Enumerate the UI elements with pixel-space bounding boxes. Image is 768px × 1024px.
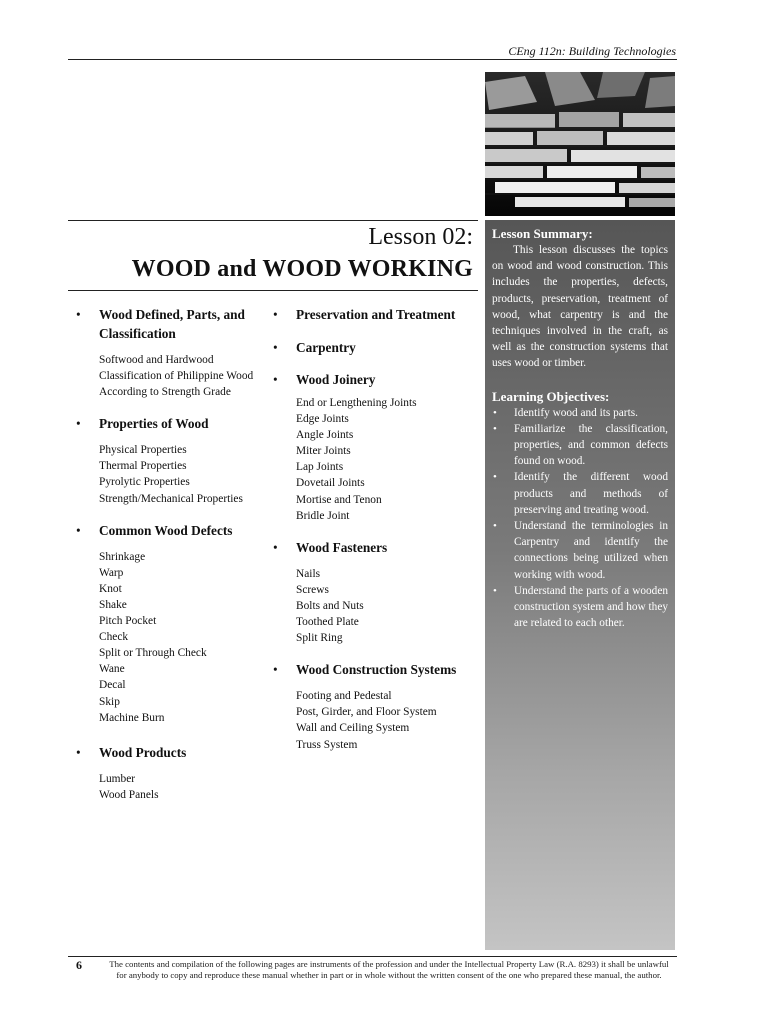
bullet-icon: •	[76, 744, 81, 760]
subtopic-item: Split Ring	[296, 632, 343, 645]
subtopic-item: Lumber	[99, 772, 136, 785]
subtopic-item: Skip	[99, 695, 120, 708]
bullet-icon: •	[76, 416, 81, 432]
subtopic-list	[76, 549, 266, 726]
topic-heading: • Wood Fasteners	[273, 539, 388, 555]
subtopic-item: Mortise and Tenon	[296, 493, 382, 506]
subtopic-item: Thermal Properties	[99, 460, 187, 473]
lesson-title: WOOD and WOOD WORKING	[131, 256, 473, 282]
subtopic-item: Post, Girder, and Floor System	[296, 706, 437, 719]
objective-item: • Understand the terminologies in Carpentry and identify the connections being utilized when working with wood.	[492, 518, 668, 583]
subtopic-list	[76, 442, 266, 506]
subtopic-item: Pitch Pocket	[99, 615, 157, 628]
subtopic-list	[273, 566, 463, 646]
bullet-icon: •	[273, 340, 278, 355]
subtopic-item: According to Strength Grade	[99, 386, 231, 399]
page-number: 6	[76, 958, 82, 972]
subtopic-item: Edge Joints	[296, 413, 349, 426]
subtopic-item: Truss System	[296, 738, 358, 751]
topic-heading: • Preservation and Treatment	[273, 307, 456, 322]
objectives-heading: Learning Objectives:	[492, 388, 610, 404]
topic-heading: • Wood Joinery	[273, 372, 376, 387]
title-rule-top	[68, 220, 478, 221]
subtopic-item: Check	[99, 631, 129, 644]
subtopic-item: Shake	[99, 598, 127, 611]
bullet-icon: •	[76, 307, 81, 322]
topic-heading: • Wood Construction Systems	[273, 662, 457, 678]
subtopic-item: Pyrolytic Properties	[99, 476, 190, 489]
title-rule-bottom	[68, 290, 478, 291]
objective-item: • Familiarize the classification, properties, and common defects found on wood.	[492, 421, 668, 470]
topic-heading: • Properties of Wood	[76, 416, 209, 432]
subtopic-item: Machine Burn	[99, 711, 165, 724]
subtopic-item: Wane	[99, 663, 125, 676]
header-divider	[68, 59, 677, 60]
bullet-icon: •	[76, 522, 81, 538]
objective-item: • Understand the parts of a wooden construction system and how they are related to each other.	[492, 583, 668, 632]
subtopic-item: Nails	[296, 567, 321, 580]
objectives-list	[492, 405, 668, 632]
lesson-number: Lesson 02:	[368, 224, 473, 250]
objective-item: • Identify wood and its parts.	[492, 405, 668, 421]
subtopic-item: Angle Joints	[296, 429, 354, 442]
bullet-icon: •	[273, 539, 278, 555]
footer-divider	[68, 956, 677, 957]
subtopic-item: Shrinkage	[99, 550, 146, 563]
subtopic-item: Softwood and Hardwood	[99, 354, 214, 366]
subtopic-item: Lap Joints	[296, 461, 344, 474]
subtopic-item: Wall and Ceiling System	[296, 722, 410, 735]
summary-heading: Lesson Summary:	[492, 226, 593, 241]
topics-left-column	[76, 305, 266, 803]
subtopic-list	[76, 352, 266, 400]
lesson-sidebar	[485, 220, 675, 950]
subtopic-list	[76, 771, 266, 803]
course-header: CEng 112n: Building Technologies	[508, 44, 676, 58]
topics-middle-column	[273, 305, 463, 753]
subtopic-item: Physical Properties	[99, 444, 187, 457]
subtopic-item: End or Lengthening Joints	[296, 397, 417, 409]
summary-text: This lesson discusses the topics on wood and wood construction. This includes the properties, defects, products, preservation, treatment of wood, what carpentry is and the techniques involved in the craft, as well as the construction systems that uses wood or timber.	[492, 244, 668, 370]
bullet-icon: •	[273, 372, 278, 387]
bullet-icon: •	[273, 662, 278, 678]
topic-heading: • Carpentry	[273, 340, 356, 355]
subtopic-list	[273, 688, 463, 752]
subtopic-item: Miter Joints	[296, 445, 351, 458]
topic-heading: • Wood Defined, Parts, and Classification	[76, 307, 245, 341]
subtopic-item: Warp	[99, 566, 124, 579]
subtopic-item: Screws	[296, 583, 329, 596]
subtopic-item: Bridle Joint	[296, 509, 350, 522]
subtopic-item: Wood Panels	[99, 788, 159, 801]
subtopic-item: Footing and Pedestal	[296, 690, 392, 703]
lumber-stack-photo	[485, 72, 675, 216]
subtopic-item: Split or Through Check	[99, 647, 207, 660]
subtopic-item: Decal	[99, 679, 126, 692]
subtopic-item: Dovetail Joints	[296, 477, 365, 490]
subtopic-item: Strength/Mechanical Properties	[99, 492, 243, 505]
copyright-notice: The contents and compilation of the following pages are instruments of the profession and under the Intellectual Property Law (R.A. 8293) it shall be unlawful for anybody to copy and reproduce these manual whether in part or in whole without the written consent of the one who prepared these manual, the author.	[109, 959, 669, 981]
topic-heading: • Common Wood Defects	[76, 522, 233, 538]
topic-heading: • Wood Products	[76, 744, 187, 760]
bullet-icon: •	[273, 307, 278, 322]
lumber-stack-image	[485, 72, 675, 216]
subtopic-item: Toothed Plate	[296, 616, 359, 629]
subtopic-item: Knot	[99, 582, 122, 595]
subtopic-list	[273, 395, 463, 524]
subtopic-item: Bolts and Nuts	[296, 599, 364, 612]
subtopic-item: Classification of Philippine Wood	[99, 370, 254, 383]
objective-item: • Identify the different wood products and methods of preserving and treating wood.	[492, 469, 668, 518]
